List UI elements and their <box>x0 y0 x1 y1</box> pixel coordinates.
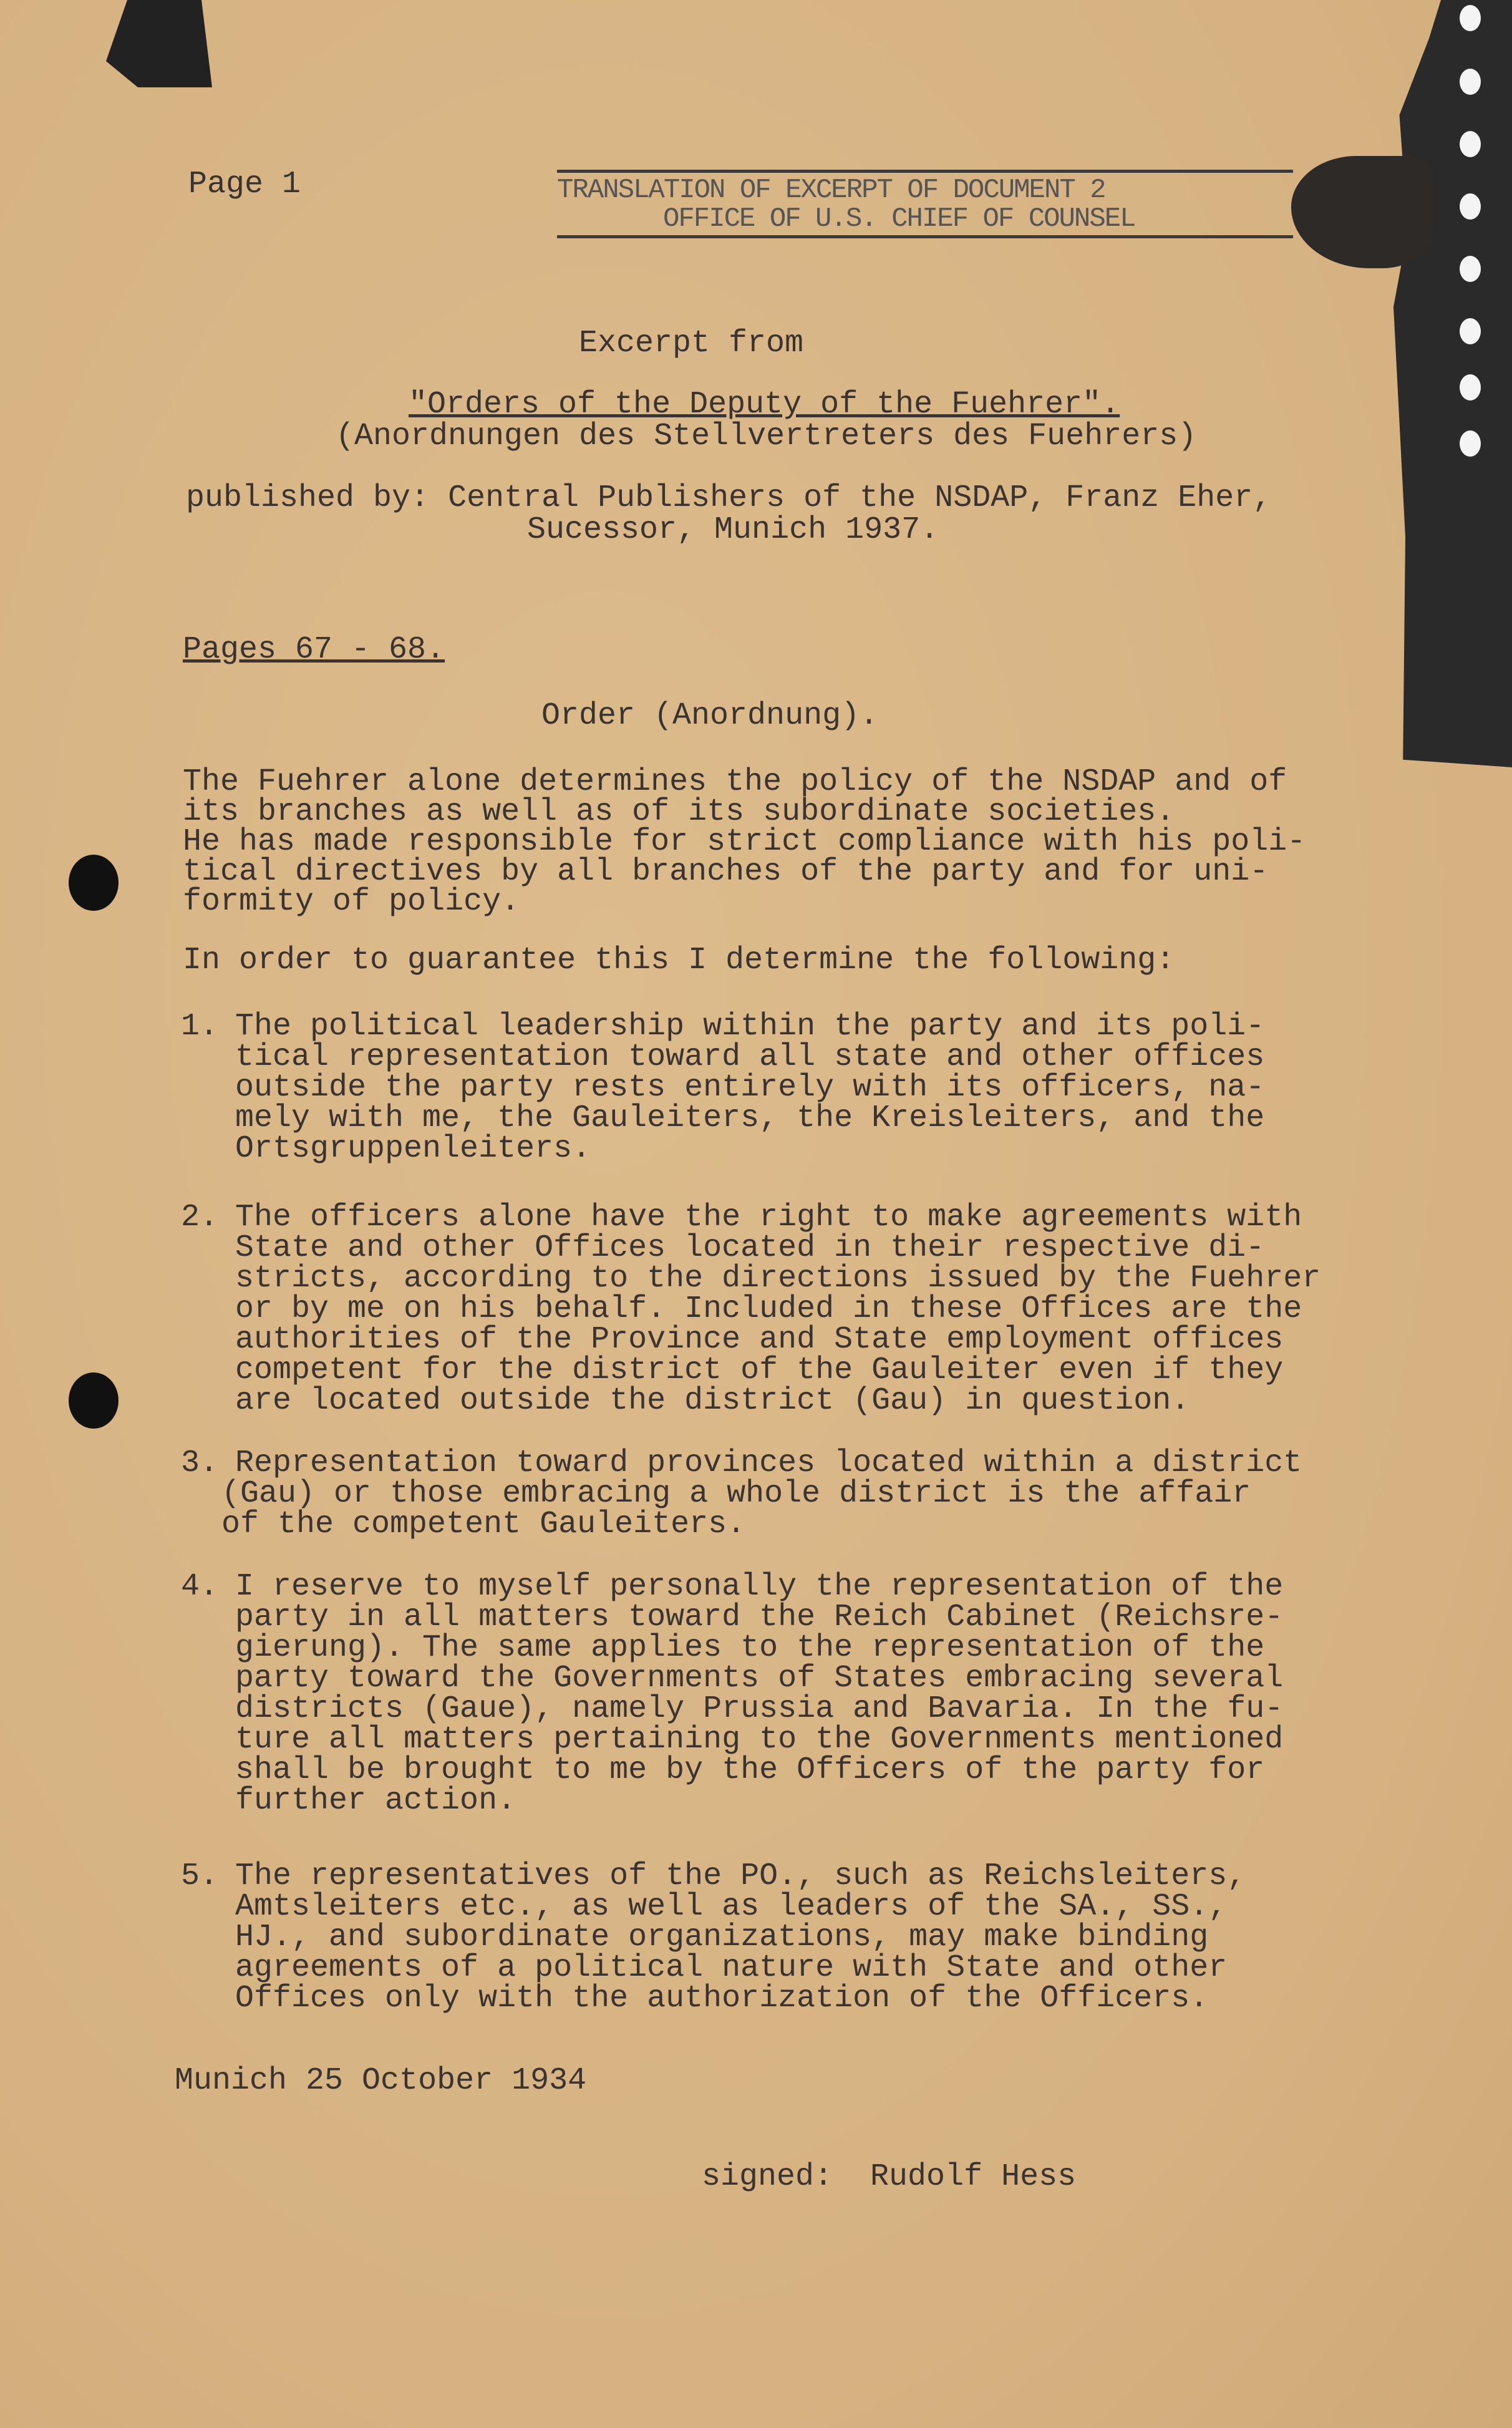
place-date: Munich 25 October 1934 <box>175 2063 587 2099</box>
list-item-line: Amtsleiters etc., as well as leaders of the SA., SS., <box>235 1889 1228 1925</box>
list-item-line: are located outside the district (Gau) in question. <box>235 1383 1190 1419</box>
torn-edge <box>1393 0 1512 767</box>
list-item-number: 2. <box>181 1200 219 1235</box>
header-title: TRANSLATION OF EXCERPT OF DOCUMENT 2 <box>557 175 1105 206</box>
punch-hole <box>69 1372 119 1429</box>
list-item-line: The officers alone have the right to make agreements with <box>235 1200 1302 1235</box>
paragraph-line: formity of policy. <box>183 884 520 920</box>
order-heading: Order (Anordnung). <box>541 698 879 734</box>
list-item-line: I reserve to myself personally the representation of the <box>235 1569 1284 1605</box>
list-item-line: Representation toward provinces located within a district <box>235 1445 1302 1481</box>
list-item-line: competent for the district of the Gauleiter even if they <box>235 1352 1284 1388</box>
list-item-line: Ortsgruppenleiters. <box>235 1131 591 1167</box>
list-item-line: party toward the Governments of States embracing several <box>235 1661 1284 1696</box>
list-item-line: mely with me, the Gauleiters, the Kreisleiters, and the <box>235 1100 1265 1136</box>
list-item-line: HJ., and subordinate organizations, may make binding <box>235 1920 1209 1955</box>
list-item-line: outside the party rests entirely with its officers, na- <box>235 1070 1265 1105</box>
document-header <box>557 170 1293 238</box>
list-item-line: authorities of the Province and State employment offices <box>235 1322 1284 1357</box>
header-office: OFFICE OF U.S. CHIEF OF COUNSEL <box>663 203 1135 235</box>
list-item-line: tical representation toward all state and other offices <box>235 1039 1265 1075</box>
list-item-line: or by me on his behalf. Included in these Offices are the <box>235 1291 1302 1327</box>
excerpt-label: Excerpt from <box>579 326 804 361</box>
paragraph-line: The Fuehrer alone determines the policy of the NSDAP and of <box>183 764 1287 800</box>
list-item-line: of the competent Gauleiters. <box>221 1507 746 1542</box>
pages-reference: Pages 67 - 68. <box>183 632 445 668</box>
list-item-number: 5. <box>181 1858 219 1894</box>
list-item-line: (Gau) or those embracing a whole district is the affair <box>221 1476 1251 1512</box>
list-item-line: State and other Offices located in their respective di- <box>235 1230 1265 1266</box>
list-item-line: districts (Gaue), namely Prussia and Bavaria. In the fu- <box>235 1691 1284 1727</box>
paragraph-line: tical directives by all branches of the party and for uni- <box>183 854 1269 890</box>
paragraph-line: its branches as well as of its subordinate societies. <box>183 794 1175 830</box>
list-item-line: Offices only with the authorization of the Officers. <box>235 1981 1209 2016</box>
list-item-number: 1. <box>181 1009 219 1044</box>
published-by: published by: Central Publishers of the NSDAP, Franz Eher, <box>186 480 1272 516</box>
source-title: "Orders of the Deputy of the Fuehrer". <box>409 387 1120 422</box>
list-item-line: gierung). The same applies to the representation of the <box>235 1630 1265 1666</box>
scan-artifact <box>106 0 212 87</box>
signature: signed: Rudolf Hess <box>702 2159 1077 2195</box>
list-item-line: agreements of a political nature with State and other <box>235 1950 1228 1986</box>
list-item-line: The political leadership within the party and its poli- <box>235 1009 1265 1044</box>
list-item-number: 4. <box>181 1569 219 1605</box>
source-german: (Anordnungen des Stellvertreters des Fuehrers) <box>336 419 1197 454</box>
published-by-cont: Sucessor, Munich 1937. <box>527 512 939 548</box>
list-item-line: The representatives of the PO., such as Reichsleiters, <box>235 1858 1246 1894</box>
list-item-line: ture all matters pertaining to the Governments mentioned <box>235 1722 1284 1757</box>
list-item-line: further action. <box>235 1783 516 1819</box>
paragraph-guarantee: In order to guarantee this I determine the following: <box>183 943 1175 978</box>
list-item-number: 3. <box>181 1445 219 1481</box>
page-number: Page 1 <box>188 167 301 202</box>
list-item-line: party in all matters toward the Reich Cabinet (Reichsre- <box>235 1600 1284 1635</box>
list-item-line: shall be brought to me by the Officers of the party for <box>235 1752 1265 1788</box>
burn-mark <box>1291 156 1435 268</box>
list-item-line: stricts, according to the directions issued by the Fuehrer <box>235 1261 1321 1296</box>
punch-hole <box>69 855 119 911</box>
paragraph-line: He has made responsible for strict compliance with his poli- <box>183 824 1306 860</box>
